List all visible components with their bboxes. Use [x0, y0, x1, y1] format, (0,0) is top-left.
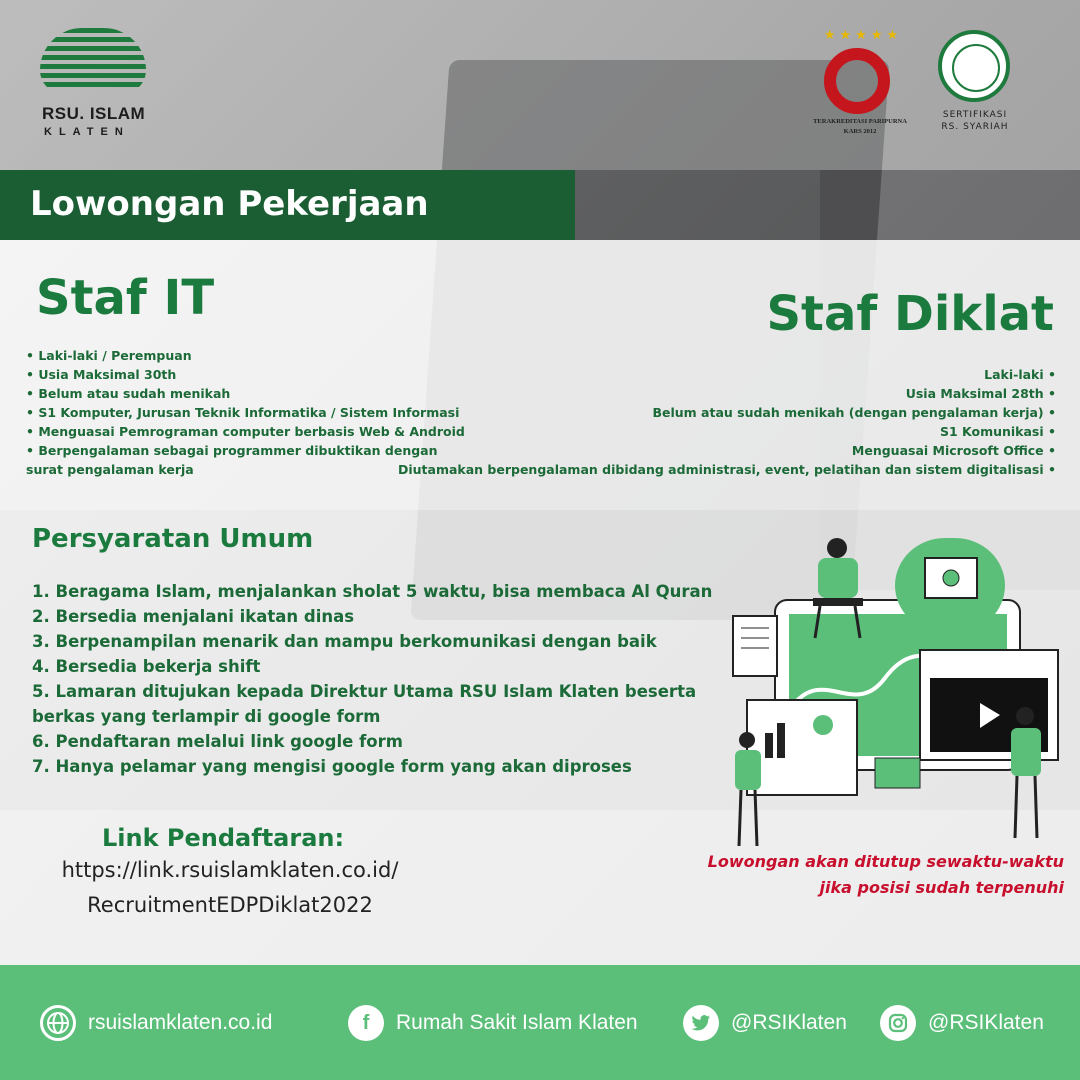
general-item: berkas yang terlampir di google form [32, 707, 381, 726]
hospital-logo [40, 28, 150, 138]
general-item: 2. Bersedia menjalani ikatan dinas [32, 607, 355, 626]
footer-twitter[interactable] [683, 1004, 847, 1042]
requirement-item: Laki-laki • [984, 367, 1056, 382]
general-requirements-title: Persyaratan Umum [32, 524, 314, 554]
website-text: rsuislamklaten.co.id [88, 1011, 273, 1034]
twitter-icon [683, 1005, 719, 1041]
accreditation-label: TERAKREDITASI PARIPURNA [813, 118, 907, 125]
requirement-item: • Laki-laki / Perempuan [26, 348, 192, 363]
accreditation-badge [810, 28, 910, 138]
requirement-item: surat pengalaman kerja [26, 462, 194, 477]
syariah-label-2: RS. SYARIAH [941, 122, 1009, 132]
halal-seal-icon [938, 30, 1010, 102]
general-item: 7. Hanya pelamar yang mengisi google form yang akan diproses [32, 757, 632, 776]
position-title-it: Staf IT [36, 270, 215, 326]
requirement-item: • Usia Maksimal 30th [26, 367, 177, 382]
requirement-item: S1 Komunikasi • [939, 424, 1056, 439]
instagram-text: @RSIKlaten [928, 1011, 1044, 1034]
footer-instagram[interactable] [880, 1004, 1044, 1042]
header-bar [0, 170, 575, 240]
logo-subtitle: KLATEN [44, 126, 130, 138]
closing-notice-1: Lowongan akan ditutup sewaktu-waktu [707, 852, 1064, 871]
general-item: 6. Pendaftaran melalui link google form [32, 732, 403, 751]
requirement-item: Menguasai Microsoft Office • [851, 443, 1056, 458]
requirement-item: • S1 Komputer, Jurusan Teknik Informatika / Sistem Informasi [26, 405, 460, 420]
facebook-text: Rumah Sakit Islam Klaten [396, 1011, 638, 1034]
recruitment-illustration [725, 528, 1070, 848]
general-item: 5. Lamaran ditujukan kepada Direktur Utama RSU Islam Klaten beserta [32, 682, 697, 701]
accreditation-year: KARS 2012 [843, 128, 877, 135]
syariah-label-1: SERTIFIKASI [942, 110, 1008, 120]
stars-icon: ★★★★★ [823, 28, 903, 43]
requirement-item: • Belum atau sudah menikah [26, 386, 231, 401]
requirements-it [26, 346, 465, 479]
closing-notice-2: jika posisi sudah terpenuhi [819, 878, 1064, 897]
page-title: Lowongan Pekerjaan [30, 184, 429, 224]
registration-link-label: Link Pendaftaran: [102, 824, 345, 852]
twitter-text: @RSIKlaten [731, 1011, 847, 1034]
facebook-icon: f [348, 1005, 384, 1041]
logo-stripes-icon [40, 28, 146, 94]
footer-website[interactable] [40, 1004, 272, 1042]
requirement-item: • Berpengalaman sebagai programmer dibuktikan dengan [26, 443, 438, 458]
requirements-diklat [396, 365, 1056, 479]
registration-link-url-2[interactable]: RecruitmentEDPDiklat2022 [87, 893, 373, 917]
requirement-item: Usia Maksimal 28th • [905, 386, 1056, 401]
registration-link-url-1[interactable]: https://link.rsuislamklaten.co.id/ [61, 858, 399, 882]
syariah-certification [932, 30, 1022, 140]
footer-facebook[interactable] [348, 1004, 638, 1042]
general-item: 3. Berpenampilan menarik dan mampu berkomunikasi dengan baik [32, 632, 657, 651]
accreditation-mark-icon [824, 48, 890, 114]
general-item: 1. Beragama Islam, menjalankan sholat 5 waktu, bisa membaca Al Quran [32, 582, 713, 601]
position-title-diklat: Staf Diklat [766, 286, 1054, 342]
general-item: 4. Bersedia bekerja shift [32, 657, 261, 676]
instagram-icon [880, 1005, 916, 1041]
requirement-item: Belum atau sudah menikah (dengan pengalaman kerja) • [652, 405, 1056, 420]
globe-icon [40, 1005, 76, 1041]
top-band [0, 0, 1080, 170]
requirement-item: • Menguasai Pemrograman computer berbasis Web & Android [26, 424, 465, 439]
requirement-item: Diutamakan berpengalaman dibidang administrasi, event, pelatihan dan sistem digitalisasi • [397, 462, 1056, 477]
logo-title: RSU. ISLAM [42, 104, 146, 123]
general-requirements-list [32, 579, 712, 779]
